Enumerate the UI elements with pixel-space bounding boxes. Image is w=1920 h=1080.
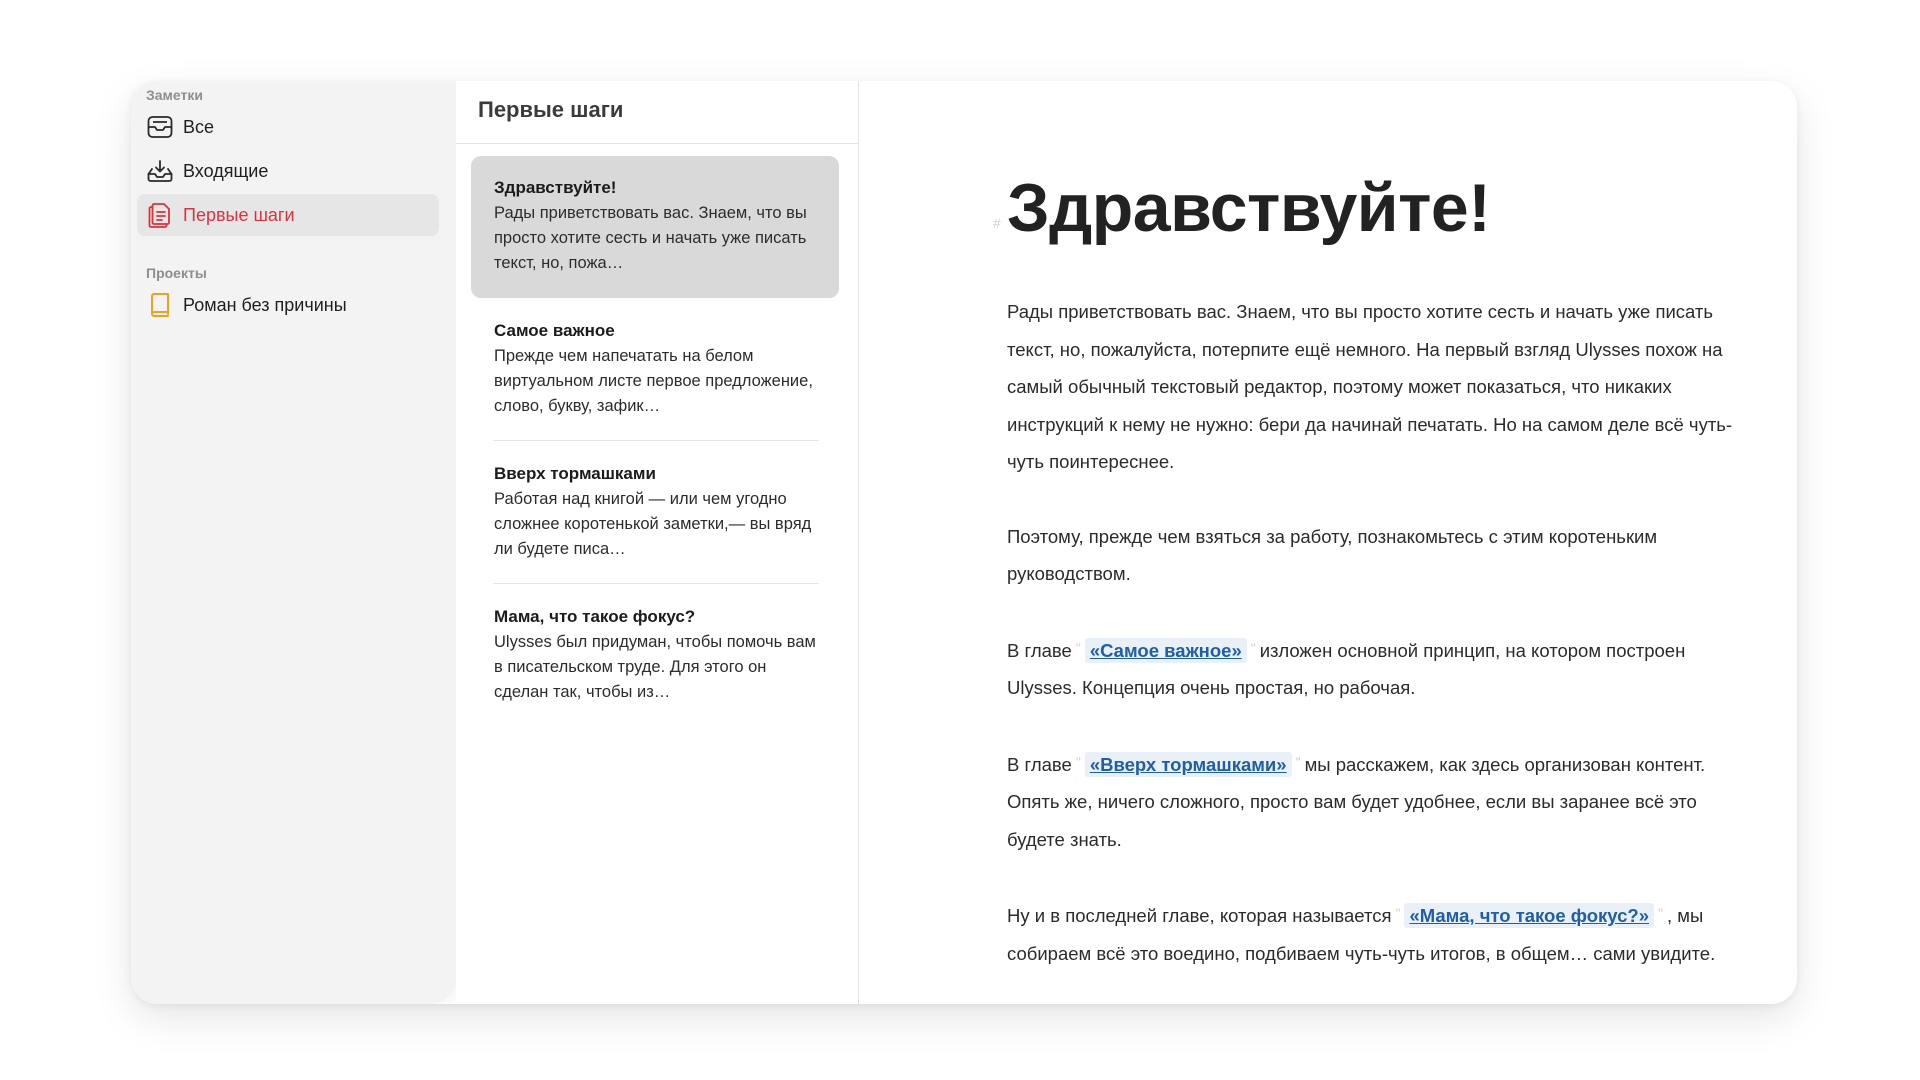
sheet-item[interactable] bbox=[471, 585, 839, 705]
quote-markup-mark: " bbox=[1295, 753, 1301, 770]
link-upside-down[interactable]: «Вверх тормашками» bbox=[1085, 752, 1292, 777]
sheet-list-panel bbox=[456, 81, 859, 1004]
sidebar-item-project[interactable] bbox=[137, 284, 439, 326]
sidebar-item-label: Первые шаги bbox=[183, 204, 295, 225]
document-icon bbox=[146, 201, 174, 229]
text-segment: изложен основной принцип, на котором построен Ulysses. Концепция очень простая, но рабочая. bbox=[1007, 639, 1686, 698]
sheet-preview: Ulysses был придуман, чтобы помочь вам в писательском труде. Для этого он сделан так, чтобы из… bbox=[494, 633, 816, 701]
quote-markup-mark: " bbox=[1395, 905, 1401, 921]
quote-markup-mark: " bbox=[1250, 639, 1256, 656]
paragraph[interactable] bbox=[1007, 744, 1759, 859]
sheet-title: Мама, что такое фокус? bbox=[494, 607, 696, 626]
link-focus[interactable]: «Мама, что такое фокус?» bbox=[1404, 903, 1654, 928]
text-segment: В главе bbox=[1007, 639, 1072, 661]
divider bbox=[493, 583, 819, 584]
sidebar-item-inbox[interactable] bbox=[137, 150, 439, 192]
document-title[interactable]: Здравствуйте! bbox=[1007, 170, 1491, 246]
sheet-list-title: Первые шаги bbox=[478, 97, 624, 122]
quote-markup-mark: " bbox=[1658, 905, 1663, 921]
paragraph[interactable] bbox=[1007, 895, 1759, 972]
sheet-title: Самое важное bbox=[494, 321, 615, 340]
tray-icon bbox=[146, 113, 174, 141]
sheet-item[interactable] bbox=[471, 156, 839, 298]
editor-pane[interactable] bbox=[859, 81, 1797, 1004]
sheet-preview: Прежде чем напечатать на белом виртуальном листе первое предложение, слово, букву, зафик… bbox=[494, 347, 813, 415]
text-segment: мы расскажем, как здесь организован контент. Опять же, ничего сложного, просто вам будет удобнее, если вы заранее всё это будете знать. bbox=[1007, 753, 1706, 850]
link-important[interactable]: «Самое важное» bbox=[1085, 638, 1247, 663]
library-sidebar bbox=[131, 81, 456, 1004]
notes-section-title: Заметки bbox=[146, 87, 203, 103]
paragraph[interactable]: Рады приветствовать вас. Знаем, что вы просто хотите сесть и начать уже писать текст, но, пожалуйста, потерпите ещё немного. На первый взгляд Ulysses похож на самый обычный текстовый редактор, поэтому может показаться, что никаких инструкций к нему не нужно: бери да начинай печатать. Но на самом деле всё чуть-чуть поинтереснее. bbox=[1007, 301, 1733, 472]
editor-body[interactable] bbox=[1007, 293, 1759, 1004]
paragraph[interactable] bbox=[1007, 630, 1759, 707]
app-window bbox=[131, 81, 1797, 1004]
book-icon bbox=[146, 291, 174, 319]
quote-markup-mark: " bbox=[1075, 639, 1081, 656]
sheet-title: Вверх тормашками bbox=[494, 464, 656, 483]
sidebar-item-label: Входящие bbox=[183, 160, 269, 181]
text-segment: Ну и в последней главе, которая называется bbox=[1007, 905, 1392, 926]
heading-markup-mark: # bbox=[993, 215, 1001, 231]
paragraph[interactable]: Поэтому, прежде чем взяться за работу, познакомьтесь с этим коротеньким руководством. bbox=[1007, 525, 1658, 584]
sidebar-item-label: Все bbox=[183, 116, 215, 137]
sidebar-item-all[interactable] bbox=[137, 106, 439, 148]
divider bbox=[456, 143, 858, 144]
text-segment: , мы собираем всё это воедино, подбиваем чуть-чуть итогов, в общем… сами увидите. bbox=[1007, 905, 1716, 964]
text-segment: В главе bbox=[1007, 753, 1072, 775]
inbox-icon bbox=[146, 157, 174, 185]
sheet-item[interactable] bbox=[471, 299, 839, 419]
divider bbox=[493, 440, 819, 441]
projects-section-title: Проекты bbox=[146, 265, 207, 281]
sheet-title: Здравствуйте! bbox=[494, 178, 617, 197]
sheet-preview: Рады приветствовать вас. Знаем, что вы просто хотите сесть и начать уже писать текст, но, пожа… bbox=[494, 204, 807, 272]
sheet-preview: Работая над книгой — или чем угодно сложнее коротенькой заметки,— вы вряд ли будете писа… bbox=[494, 490, 812, 558]
sidebar-item-label: Роман без причины bbox=[183, 294, 347, 315]
sheet-item[interactable] bbox=[471, 442, 839, 562]
sidebar-item-first-steps[interactable] bbox=[137, 194, 439, 236]
quote-markup-mark: " bbox=[1075, 753, 1081, 770]
